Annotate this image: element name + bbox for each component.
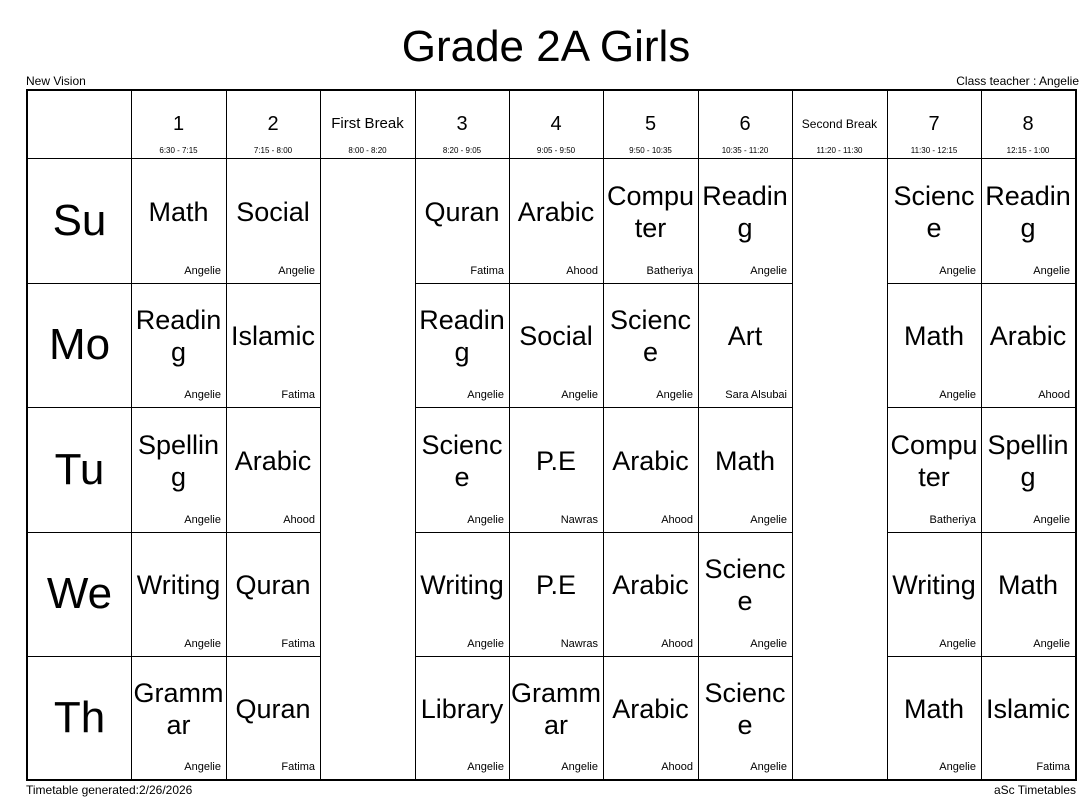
lesson-teacher: Angelie: [184, 514, 221, 526]
lesson-cell: [603, 532, 698, 656]
lesson-subject: Science: [421, 429, 503, 492]
period-time: 12:15 - 1:00: [1006, 146, 1050, 155]
lesson-subject: Math: [997, 570, 1059, 600]
lesson-subject: Arabic: [612, 570, 689, 600]
lesson-teacher: Angelie: [656, 389, 693, 401]
row-divider: [887, 656, 1075, 657]
lesson-cell: [226, 283, 320, 407]
break-label: First Break: [331, 115, 404, 132]
lesson-teacher: Angelie: [1033, 514, 1070, 526]
lesson-subject: P.E: [535, 445, 577, 476]
lesson-subject: Social: [236, 196, 310, 227]
lesson-subject: Library: [420, 693, 504, 724]
lesson-teacher: Fatima: [281, 389, 315, 401]
lesson-cell: [698, 656, 792, 779]
lesson-cell: [415, 532, 509, 656]
lesson-subject: Grammar: [511, 677, 601, 740]
lesson-teacher: Batheriya: [646, 265, 693, 277]
row-divider: [28, 532, 320, 533]
period-header: [131, 91, 226, 158]
lesson-cell: [981, 158, 1075, 283]
lesson-cell: [887, 656, 981, 779]
lesson-cell: [603, 656, 698, 779]
lesson-cell: [887, 532, 981, 656]
lesson-teacher: Angelie: [278, 265, 315, 277]
lesson-subject: Science: [704, 677, 786, 740]
lesson-cell: [131, 532, 226, 656]
period-time: 11:30 - 12:15: [910, 146, 958, 155]
lesson-teacher: Angelie: [467, 638, 504, 650]
lesson-teacher: Angelie: [750, 638, 787, 650]
row-divider: [415, 656, 792, 657]
day-label: We: [46, 569, 113, 618]
lesson-teacher: Ahood: [566, 265, 598, 277]
lesson-teacher: Fatima: [470, 265, 504, 277]
lesson-cell: [981, 407, 1075, 532]
lesson-cell: [509, 158, 603, 283]
timetable-title: Grade 2A Girls: [401, 22, 691, 71]
break-label: Second Break: [801, 117, 878, 131]
lesson-teacher: Batheriya: [929, 514, 976, 526]
lesson-subject: Science: [893, 180, 975, 243]
lesson-teacher: Sara Alsubai: [725, 389, 787, 401]
column-divider: [603, 91, 604, 779]
lesson-teacher: Ahood: [661, 761, 693, 773]
break-header: [792, 91, 887, 158]
lesson-cell: [603, 407, 698, 532]
lesson-subject: Reading: [985, 180, 1071, 243]
period-time: 6:30 - 7:15: [159, 146, 198, 155]
lesson-teacher: Angelie: [561, 389, 598, 401]
lesson-cell: [603, 283, 698, 407]
day-label: Mo: [48, 320, 111, 369]
lesson-cell: [887, 407, 981, 532]
lesson-subject: Social: [519, 321, 593, 351]
lesson-teacher: Fatima: [281, 638, 315, 650]
lesson-subject: Math: [903, 321, 965, 351]
lesson-cell: [698, 158, 792, 283]
lesson-subject: Reading: [135, 305, 222, 367]
lesson-teacher: Angelie: [1033, 638, 1070, 650]
lesson-cell: [981, 532, 1075, 656]
lesson-subject: Grammar: [133, 677, 224, 740]
lesson-subject: Art: [727, 321, 763, 351]
lesson-teacher: Angelie: [1033, 265, 1070, 277]
lesson-teacher: Angelie: [939, 265, 976, 277]
lesson-teacher: Ahood: [661, 514, 693, 526]
lesson-cell: [131, 283, 226, 407]
lesson-teacher: Angelie: [184, 761, 221, 773]
lesson-cell: [226, 656, 320, 779]
lesson-teacher: Angelie: [750, 514, 787, 526]
lesson-teacher: Angelie: [467, 389, 504, 401]
lesson-teacher: Fatima: [281, 761, 315, 773]
column-divider: [415, 91, 416, 779]
row-divider: [415, 407, 792, 408]
period-time: 8:00 - 8:20: [348, 146, 387, 155]
lesson-cell: [698, 283, 792, 407]
lesson-subject: P.E: [535, 570, 577, 600]
timetable-grid: [26, 89, 1077, 781]
period-number: 5: [644, 113, 657, 135]
row-divider: [28, 283, 320, 284]
day-label: Tu: [54, 444, 105, 494]
lesson-cell: [415, 158, 509, 283]
lesson-subject: Quran: [235, 570, 311, 600]
generated-date: Timetable generated:2/26/2026: [26, 783, 193, 797]
lesson-subject: Quran: [235, 693, 311, 724]
period-time: 10:35 - 11:20: [721, 146, 769, 155]
period-number: 7: [928, 113, 940, 135]
lesson-subject: Science: [609, 305, 692, 367]
period-number: 4: [550, 113, 562, 135]
lesson-subject: Spelling: [987, 429, 1069, 492]
lesson-cell: [509, 407, 603, 532]
lesson-teacher: Nawras: [560, 638, 598, 650]
column-divider: [509, 91, 510, 779]
lesson-cell: [509, 532, 603, 656]
lesson-cell: [226, 158, 320, 283]
class-teacher: Class teacher : Angelie: [956, 74, 1079, 88]
column-divider: [226, 91, 227, 779]
period-header: [509, 91, 603, 158]
lesson-subject: Arabic: [989, 321, 1067, 351]
period-number: 1: [172, 113, 185, 135]
period-header: [981, 91, 1075, 158]
period-time: 9:50 - 10:35: [629, 146, 672, 155]
period-header: [415, 91, 509, 158]
lesson-cell: [415, 656, 509, 779]
column-divider: [792, 91, 793, 779]
lesson-subject: Reading: [419, 305, 505, 367]
lesson-cell: [509, 283, 603, 407]
row-divider: [887, 407, 1075, 408]
lesson-teacher: Angelie: [467, 761, 504, 773]
lesson-cell: [509, 656, 603, 779]
lesson-subject: Spelling: [137, 429, 220, 492]
lesson-subject: Math: [714, 445, 776, 476]
period-number: 8: [1022, 113, 1034, 135]
lesson-teacher: Angelie: [561, 761, 598, 773]
lesson-teacher: Angelie: [184, 265, 221, 277]
period-header: [887, 91, 981, 158]
lesson-subject: Writing: [420, 570, 504, 600]
period-header: [226, 91, 320, 158]
lesson-cell: [415, 407, 509, 532]
period-time: 9:05 - 9:50: [536, 146, 576, 155]
lesson-subject: Computer: [890, 429, 978, 492]
lesson-cell: [131, 407, 226, 532]
lesson-teacher: Angelie: [467, 514, 504, 526]
lesson-subject: Quran: [424, 196, 500, 227]
row-divider: [415, 532, 792, 533]
header-corner: [28, 91, 131, 158]
lesson-subject: Arabic: [517, 196, 595, 227]
break-header: [320, 91, 415, 158]
lesson-teacher: Angelie: [750, 265, 787, 277]
lesson-cell: [981, 656, 1075, 779]
lesson-subject: Arabic: [612, 693, 689, 724]
lesson-subject: Science: [704, 554, 786, 616]
lesson-teacher: Angelie: [939, 638, 976, 650]
period-number: 6: [739, 113, 751, 135]
column-divider: [131, 91, 132, 779]
row-divider: [28, 407, 320, 408]
row-divider: [887, 532, 1075, 533]
column-divider: [981, 91, 982, 779]
lesson-cell: [698, 407, 792, 532]
lesson-teacher: Fatima: [1036, 761, 1070, 773]
lesson-subject: Math: [903, 693, 965, 724]
period-time: 8:20 - 9:05: [442, 146, 482, 155]
period-time: 7:15 - 8:00: [253, 146, 293, 155]
lesson-cell: [131, 656, 226, 779]
day-label: Th: [53, 692, 106, 742]
lesson-cell: [887, 158, 981, 283]
lesson-teacher: Ahood: [661, 638, 693, 650]
row-divider: [28, 158, 1075, 159]
column-divider: [698, 91, 699, 779]
lesson-teacher: Nawras: [560, 514, 598, 526]
day-label: Su: [52, 195, 107, 245]
lesson-cell: [226, 532, 320, 656]
lesson-teacher: Ahood: [1038, 389, 1070, 401]
lesson-subject: Math: [148, 196, 209, 227]
lesson-cell: [226, 407, 320, 532]
lesson-cell: [603, 158, 698, 283]
lesson-subject: Islamic: [985, 693, 1070, 724]
school-name: New Vision: [26, 74, 86, 88]
lesson-cell: [131, 158, 226, 283]
period-header: [698, 91, 792, 158]
row-divider: [887, 283, 1075, 284]
lesson-subject: Arabic: [234, 445, 312, 476]
lesson-cell: [698, 532, 792, 656]
lesson-cell: [887, 283, 981, 407]
row-divider: [415, 283, 792, 284]
lesson-cell: [981, 283, 1075, 407]
lesson-teacher: Angelie: [939, 389, 976, 401]
lesson-teacher: Angelie: [750, 761, 787, 773]
lesson-teacher: Angelie: [184, 638, 221, 650]
lesson-subject: Arabic: [612, 445, 689, 476]
period-header: [603, 91, 698, 158]
lesson-subject: Computer: [606, 180, 695, 243]
period-number: 2: [267, 113, 279, 135]
period-time: 11:20 - 11:30: [816, 146, 863, 155]
lesson-teacher: Ahood: [283, 514, 315, 526]
column-divider: [320, 91, 321, 779]
lesson-subject: Writing: [892, 570, 976, 600]
lesson-subject: Islamic: [230, 321, 315, 351]
lesson-teacher: Angelie: [184, 389, 221, 401]
column-divider: [887, 91, 888, 779]
lesson-cell: [415, 283, 509, 407]
row-divider: [28, 656, 320, 657]
period-number: 3: [456, 113, 468, 135]
lesson-subject: Reading: [702, 180, 788, 243]
lesson-teacher: Angelie: [939, 761, 976, 773]
lesson-subject: Writing: [136, 570, 221, 600]
generator-credit: aSc Timetables: [993, 783, 1076, 797]
